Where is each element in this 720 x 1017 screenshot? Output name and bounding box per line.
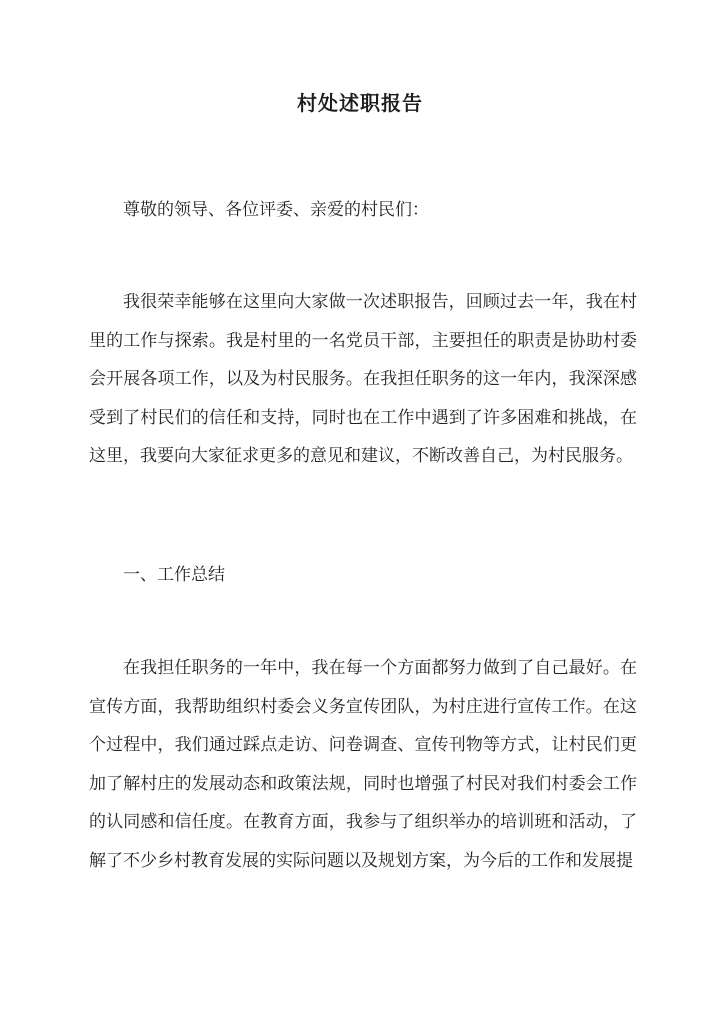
intro-paragraph: 我很荣幸能够在这里向大家做一次述职报告，回顾过去一年，我在村里的工作与探索。我是村里的一名党员干部，主要担任的职责是协助村委会开展各项工作，以及为村民服务。在我担任职务的这一年内，我深深感受到了村民们的信任和支持，同时也在工作中遇到了许多困难和挑战，在这里，我要向大家征求更多的意见和建议，不断改善自己，为村民服务。 xyxy=(89,292,637,466)
salutation-paragraph: 尊敬的领导、各位评委、亲爱的村民们： xyxy=(123,200,429,220)
document-title: 村处述职报告 xyxy=(297,91,423,115)
work-summary-paragraph: 在我担任职务的一年中，我在每一个方面都努力做到了自己最好。在宣传方面，我帮助组织村委会义务宣传团队，为村庄进行宣传工作。在这个过程中，我们通过踩点走访、问卷调查、宣传刊物等方式，让村民们更加了解村庄的发展动态和政策法规，同时也增强了村民对我们村委会工作的认同感和信任度。在教育方面，我参与了组织举办的培训班和活动，了解了不少乡村教育发展的实际问题以及规划方案，为今后的工作和发展提 xyxy=(89,658,637,871)
section-heading-work-summary: 一、工作总结 xyxy=(123,565,225,585)
